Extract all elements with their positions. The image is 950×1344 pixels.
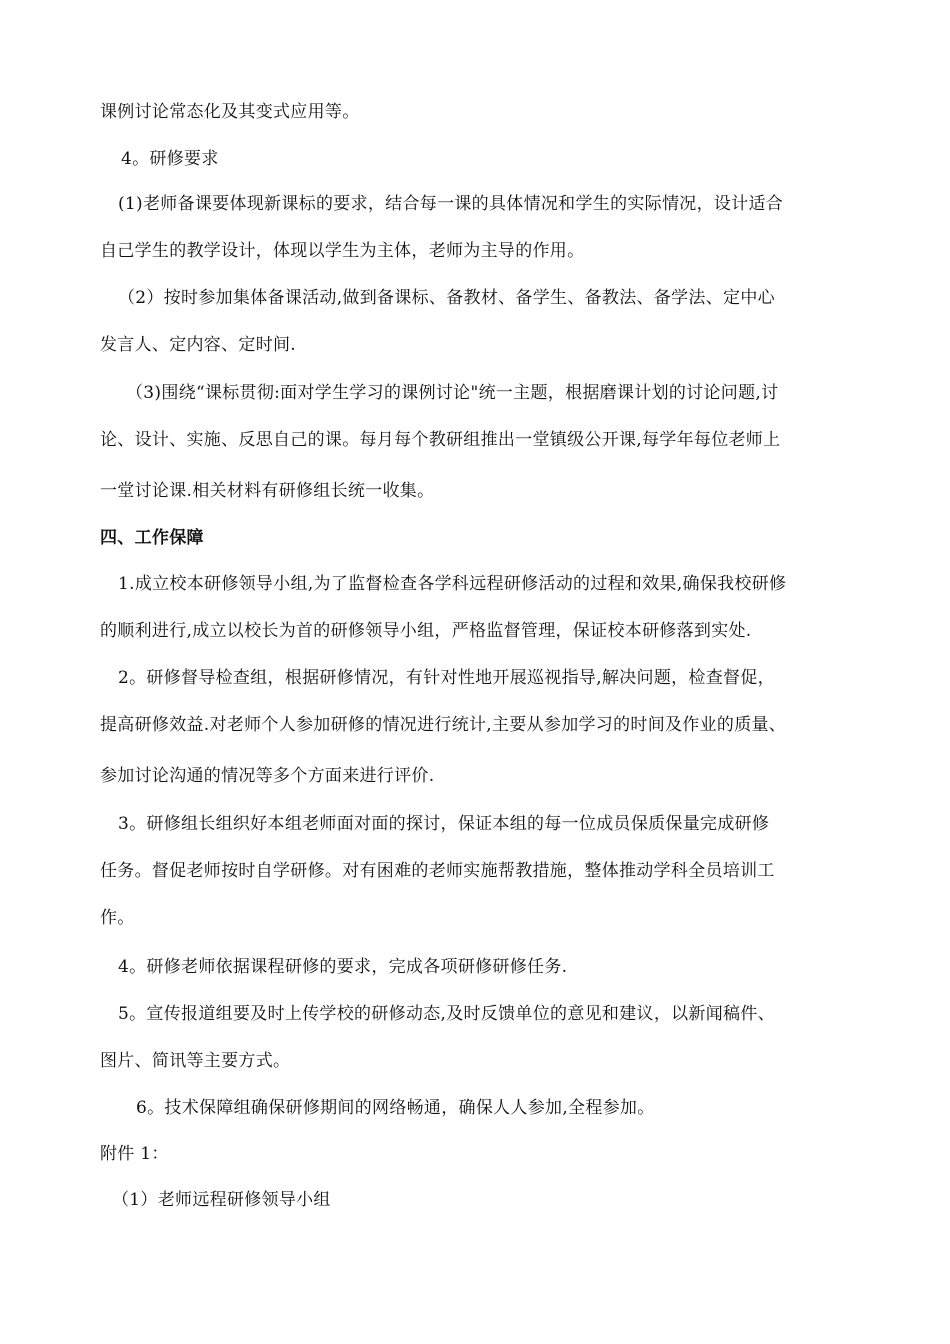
section-subheading: 4。研修要求 xyxy=(121,149,219,169)
body-text-line: 3。研修组长组织好本组老师面对面的探讨，保证本组的每一位成员保质保量完成研修 xyxy=(118,814,770,834)
attachment-label: 附件 1： xyxy=(100,1144,169,1164)
section-heading: 四、工作保障 xyxy=(100,528,204,548)
body-text-line: 的顺利进行,成立以校长为首的研修领导小组，严格监督管理，保证校本研修落到实处. xyxy=(100,621,752,641)
body-text-line: 4。研修老师依据课程研修的要求，完成各项研修研修任务. xyxy=(118,957,568,977)
body-text-line: 5。宣传报道组要及时上传学校的研修动态,及时反馈单位的意见和建议，以新闻稿件、 xyxy=(118,1004,775,1024)
body-text-line: （2）按时参加集体备课活动,做到备课标、备教材、备学生、备教法、备学法、定中心 xyxy=(118,288,775,308)
body-text-line: 论、设计、实施、反思自己的课。每月每个教研组推出一堂镇级公开课,每学年每位老师上 xyxy=(100,430,781,450)
body-text-line: 课例讨论常态化及其变式应用等。 xyxy=(100,102,360,122)
body-text-line: 任务。督促老师按时自学研修。对有困难的老师实施帮教措施，整体推动学科全员培训工 xyxy=(100,861,775,881)
body-text-line: 1.成立校本研修领导小组,为了监督检查各学科远程研修活动的过程和效果,确保我校研修 xyxy=(118,574,787,594)
body-text-line: 提高研修效益.对老师个人参加研修的情况进行统计,主要从参加学习的时间及作业的质量、 xyxy=(100,715,787,735)
body-text-line: 6。技术保障组确保研修期间的网络畅通，确保人人参加,全程参加。 xyxy=(136,1098,655,1118)
body-text-line: 一堂讨论课.相关材料有研修组长统一收集。 xyxy=(100,481,435,501)
body-text-line: 自己学生的教学设计，体现以学生为主体，老师为主导的作用。 xyxy=(100,241,585,261)
body-text-line: 图片、简讯等主要方式。 xyxy=(100,1051,291,1071)
body-text-line: 参加讨论沟通的情况等多个方面来进行评价. xyxy=(100,766,435,786)
body-text-line: (1)老师备课要体现新课标的要求，结合每一课的具体情况和学生的实际情况，设计适合 xyxy=(118,194,784,214)
attachment-item: （1）老师远程研修领导小组 xyxy=(112,1190,331,1210)
body-text-line: 2。研修督导检查组，根据研修情况，有针对性地开展巡视指导,解决问题，检查督促， xyxy=(118,668,775,688)
body-text-line: 发言人、定内容、定时间. xyxy=(100,335,297,355)
body-text-line: （3)围绕“课标贯彻:面对学生学习的课例讨论"统一主题，根据磨课计划的讨论问题,讨 xyxy=(126,383,779,403)
body-text-line: 作。 xyxy=(100,908,135,928)
